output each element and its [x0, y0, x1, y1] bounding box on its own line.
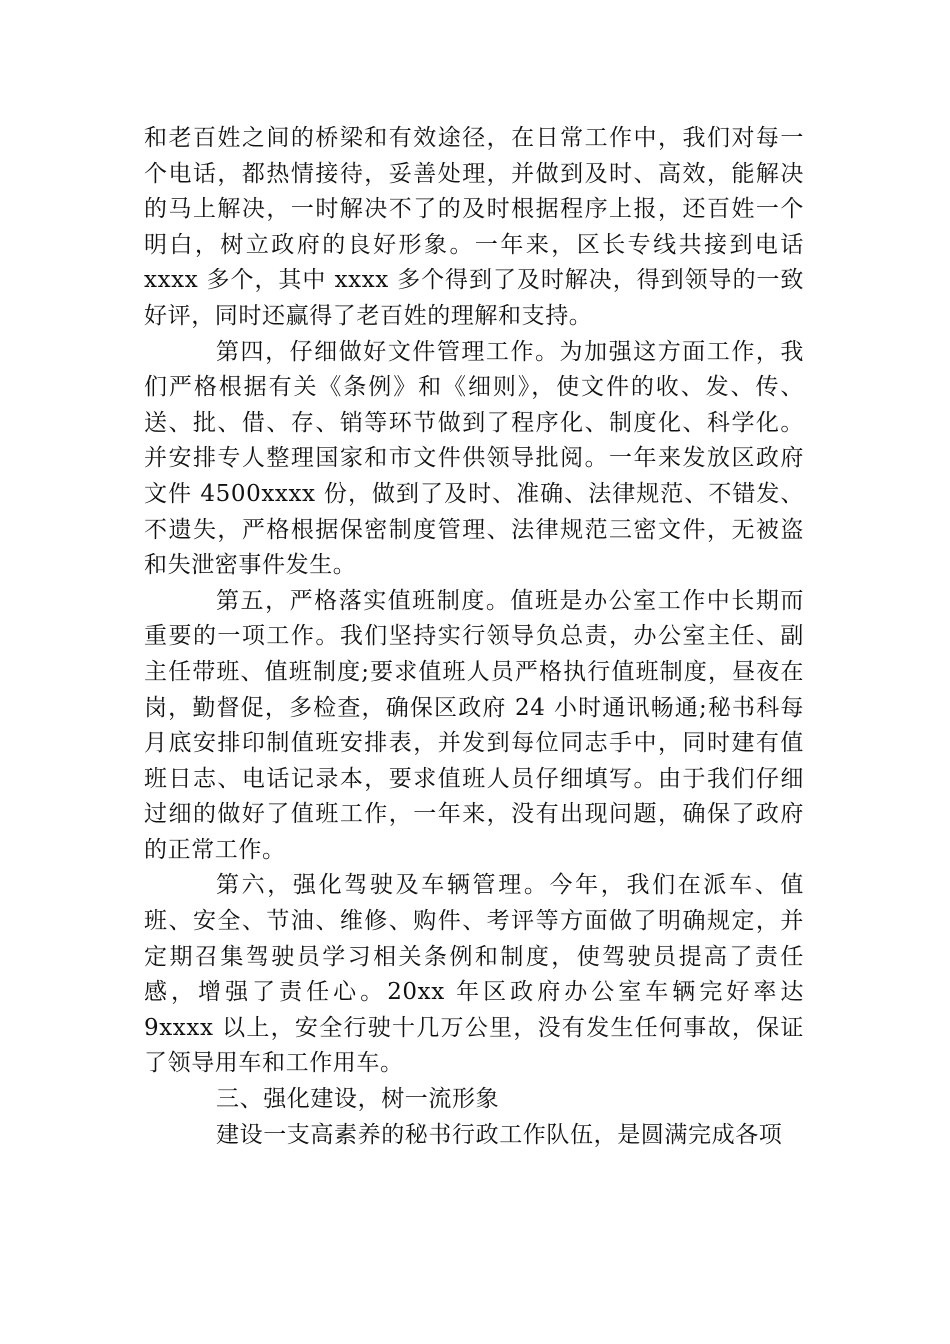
paragraph-document-management: 第四，仔细做好文件管理工作。为加强这方面工作，我们严格根据有关《条例》和《细则》，使文件的收、发、传、送、批、借、存、销等环节做到了程序化、制度化、科学化。并安排专人整理国家和市文件供领导批阅。一年来发放区政府文件 4500xxxx 份，做到了及时、准确、法律规范、不错发、不遗失，严格根据保密制度管理、法律规范三密文件，无被盗和失泄密事件发生。 [144, 338, 804, 579]
document-body [144, 121, 804, 1153]
paragraph-vehicle-management: 第六，强化驾驶及车辆管理。今年，我们在派车、值班、安全、节油、维修、购件、考评等方面做了明确规定，并定期召集驾驶员学习相关条例和制度，使驾驶员提高了责任感，增强了责任心。20xx 年区政府办公室车辆完好率达 9xxxx 以上，安全行驶十几万公里，没有发生任何事故，保证了领导用车和工作用车。 [144, 872, 804, 1077]
paragraph-duty-system: 第五，严格落实值班制度。值班是办公室工作中长期而重要的一项工作。我们坚持实行领导负总责，办公室主任、副主任带班、值班制度;要求值班人员严格执行值班制度，昼夜在岗，勤督促，多检查，确保区政府 24 小时通讯畅通;秘书科每月底安排印制值班安排表，并发到每位同志手中，同时建有值班日志、电话记录本，要求值班人员仔细填写。由于我们仔细过细的做好了值班工作，一年来，没有出现问题，确保了政府的正常工作。 [144, 587, 804, 863]
paragraph-hotline: 和老百姓之间的桥梁和有效途径，在日常工作中，我们对每一个电话，都热情接待，妥善处理，并做到及时、高效，能解决的马上解决，一时解决不了的及时根据程序上报，还百姓一个明白，树立政府的良好形象。一年来，区长专线共接到电话 xxxx 多个，其中 xxxx 多个得到了及时解决，得到领导的一致好评，同时还赢得了老百姓的理解和支持。 [144, 125, 804, 329]
paragraph-team-building: 建设一支高素养的秘书行政工作队伍，是圆满完成各项 [216, 1121, 783, 1148]
section-heading-three: 三、强化建设，树一流形象 [216, 1086, 500, 1113]
